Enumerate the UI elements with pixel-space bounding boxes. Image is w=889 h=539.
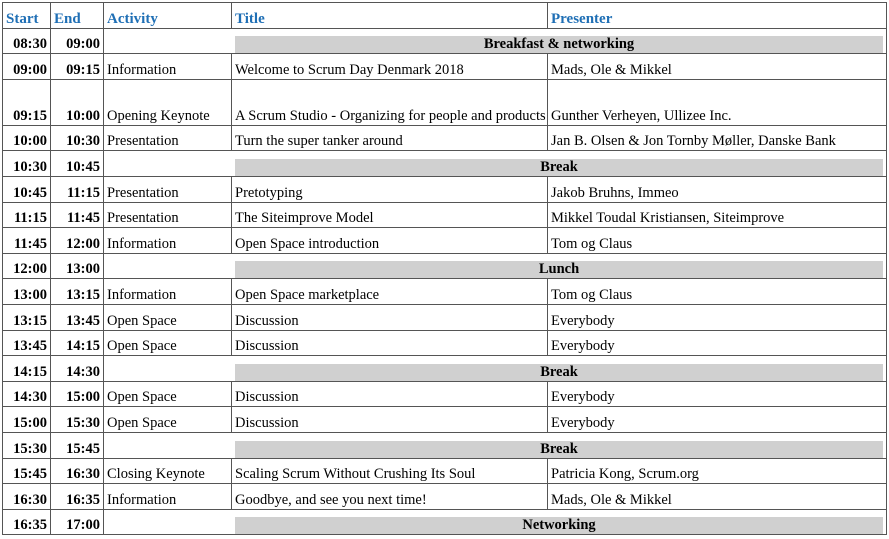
break-cell <box>104 28 887 54</box>
activity-cell: Open Space <box>104 407 232 433</box>
end-time: 12:00 <box>51 228 104 254</box>
end-time: 13:45 <box>51 304 104 330</box>
end-time: 11:45 <box>51 202 104 228</box>
table-row <box>3 228 887 254</box>
presenter-cell: Mads, Ole & Mikkel <box>548 54 887 80</box>
title-cell: Welcome to Scrum Day Denmark 2018 <box>232 54 548 80</box>
end-time: 09:15 <box>51 54 104 80</box>
activity-cell: Presentation <box>104 176 232 202</box>
presenter-cell: Everybody <box>548 381 887 407</box>
title-cell: Goodbye, and see you next time! <box>232 484 548 510</box>
table-row <box>3 125 887 151</box>
title-cell: Scaling Scrum Without Crushing Its Soul <box>232 458 548 484</box>
header-activity: Activity <box>104 3 232 29</box>
start-time: 10:00 <box>3 125 51 151</box>
break-row <box>3 356 887 382</box>
title-cell: Discussion <box>232 381 548 407</box>
title-cell: Pretotyping <box>232 176 548 202</box>
break-label: Break <box>235 364 883 381</box>
table-row <box>3 381 887 407</box>
start-time: 12:00 <box>3 253 51 279</box>
table-row <box>3 279 887 305</box>
start-time: 13:45 <box>3 330 51 356</box>
title-cell: Turn the super tanker around <box>232 125 548 151</box>
activity-cell: Information <box>104 484 232 510</box>
end-time: 14:30 <box>51 356 104 382</box>
break-cell <box>104 356 887 382</box>
activity-cell: Open Space <box>104 381 232 407</box>
end-time: 17:00 <box>51 509 104 535</box>
end-time: 14:15 <box>51 330 104 356</box>
start-time: 11:45 <box>3 228 51 254</box>
start-time: 15:30 <box>3 432 51 458</box>
break-cell <box>104 253 887 279</box>
table-row <box>3 458 887 484</box>
end-time: 15:45 <box>51 432 104 458</box>
break-cell <box>104 432 887 458</box>
table-row <box>3 79 887 125</box>
start-time: 15:45 <box>3 458 51 484</box>
presenter-cell: Patricia Kong, Scrum.org <box>548 458 887 484</box>
header-title: Title <box>232 3 548 29</box>
start-time: 08:30 <box>3 28 51 54</box>
table-row <box>3 202 887 228</box>
start-time: 09:00 <box>3 54 51 80</box>
header-presenter: Presenter <box>548 3 887 29</box>
end-time: 13:00 <box>51 253 104 279</box>
schedule-table <box>2 2 887 535</box>
table-row <box>3 176 887 202</box>
activity-cell: Presentation <box>104 202 232 228</box>
start-time: 10:30 <box>3 151 51 177</box>
activity-cell: Opening Keynote <box>104 79 232 125</box>
schedule-body <box>3 28 887 535</box>
break-row <box>3 28 887 54</box>
activity-cell: Presentation <box>104 125 232 151</box>
end-time: 15:30 <box>51 407 104 433</box>
break-label: Breakfast & networking <box>235 36 883 53</box>
activity-cell: Open Space <box>104 304 232 330</box>
activity-cell: Information <box>104 54 232 80</box>
table-row <box>3 407 887 433</box>
table-row <box>3 304 887 330</box>
presenter-cell: Everybody <box>548 330 887 356</box>
header-row <box>3 3 887 29</box>
break-label: Networking <box>235 517 883 534</box>
header-end: End <box>51 3 104 29</box>
break-cell <box>104 151 887 177</box>
activity-cell: Closing Keynote <box>104 458 232 484</box>
break-label: Break <box>235 441 883 458</box>
table-row <box>3 54 887 80</box>
table-row <box>3 330 887 356</box>
start-time: 11:15 <box>3 202 51 228</box>
title-cell: A Scrum Studio - Organizing for people and products <box>232 79 548 125</box>
end-time: 15:00 <box>51 381 104 407</box>
presenter-cell: Jakob Bruhns, Immeo <box>548 176 887 202</box>
start-time: 13:15 <box>3 304 51 330</box>
start-time: 16:35 <box>3 509 51 535</box>
end-time: 10:45 <box>51 151 104 177</box>
break-label: Lunch <box>235 261 883 278</box>
presenter-cell: Tom og Claus <box>548 279 887 305</box>
title-cell: Open Space marketplace <box>232 279 548 305</box>
end-time: 10:00 <box>51 79 104 125</box>
break-row <box>3 151 887 177</box>
title-cell: The Siteimprove Model <box>232 202 548 228</box>
presenter-cell: Mikkel Toudal Kristiansen, Siteimprove <box>548 202 887 228</box>
start-time: 09:15 <box>3 79 51 125</box>
presenter-cell: Mads, Ole & Mikkel <box>548 484 887 510</box>
break-row <box>3 432 887 458</box>
end-time: 13:15 <box>51 279 104 305</box>
break-row <box>3 509 887 535</box>
start-time: 13:00 <box>3 279 51 305</box>
break-row <box>3 253 887 279</box>
start-time: 14:15 <box>3 356 51 382</box>
end-time: 09:00 <box>51 28 104 54</box>
start-time: 14:30 <box>3 381 51 407</box>
break-cell <box>104 509 887 535</box>
presenter-cell: Everybody <box>548 407 887 433</box>
presenter-cell: Gunther Verheyen, Ullizee Inc. <box>548 79 887 125</box>
title-cell: Discussion <box>232 304 548 330</box>
start-time: 15:00 <box>3 407 51 433</box>
title-cell: Discussion <box>232 330 548 356</box>
title-cell: Open Space introduction <box>232 228 548 254</box>
end-time: 16:30 <box>51 458 104 484</box>
title-cell: Discussion <box>232 407 548 433</box>
header-start: Start <box>3 3 51 29</box>
start-time: 10:45 <box>3 176 51 202</box>
presenter-cell: Everybody <box>548 304 887 330</box>
table-row <box>3 484 887 510</box>
break-label: Break <box>235 159 883 176</box>
end-time: 11:15 <box>51 176 104 202</box>
start-time: 16:30 <box>3 484 51 510</box>
presenter-cell: Tom og Claus <box>548 228 887 254</box>
end-time: 10:30 <box>51 125 104 151</box>
presenter-cell: Jan B. Olsen & Jon Tornby Møller, Danske Bank <box>548 125 887 151</box>
end-time: 16:35 <box>51 484 104 510</box>
activity-cell: Information <box>104 228 232 254</box>
activity-cell: Open Space <box>104 330 232 356</box>
activity-cell: Information <box>104 279 232 305</box>
